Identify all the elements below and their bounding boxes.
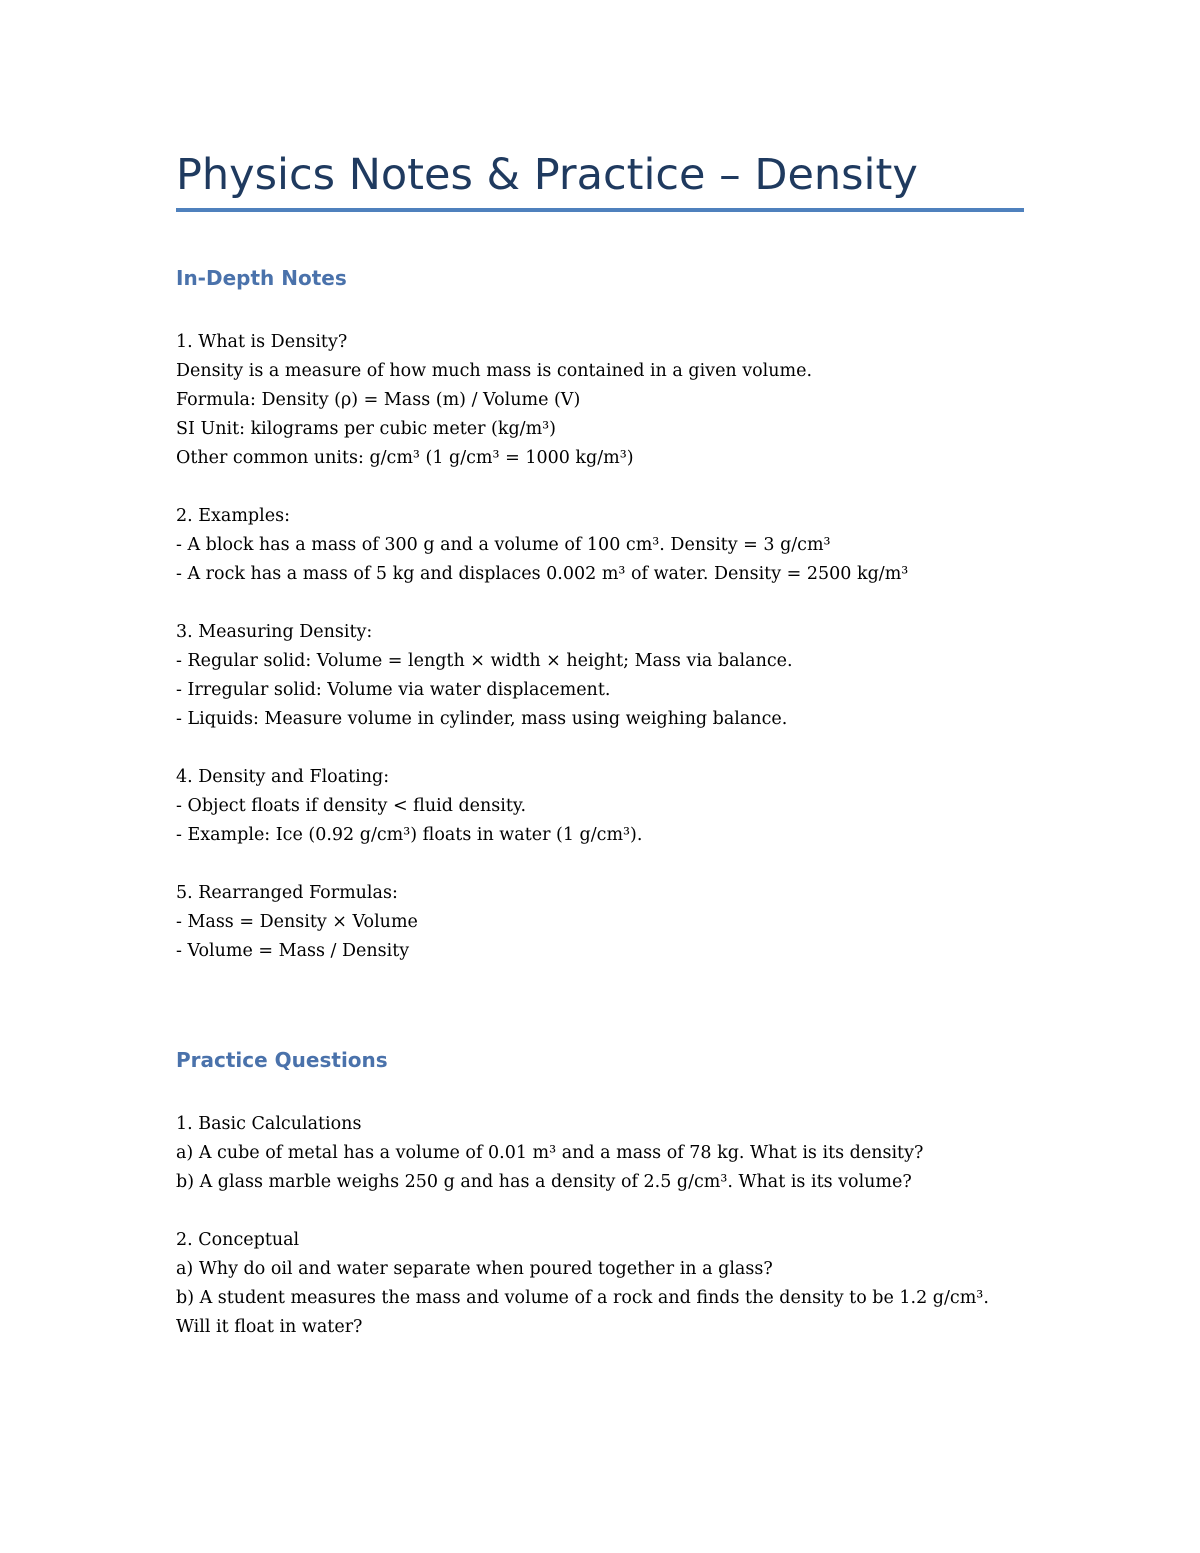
section-title: 4. Density and Floating: — [176, 767, 390, 787]
text-line: - Object floats if density < fluid density. — [176, 796, 527, 816]
section-title: 1. Basic Calculations — [176, 1114, 362, 1134]
text-line: Formula: Density (ρ) = Mass (m) / Volume (V) — [176, 390, 581, 410]
question-line: b) A student measures the mass and volume of a rock and finds the density to be 1.2 g/cm³. — [176, 1288, 989, 1308]
question-line: a) A cube of metal has a volume of 0.01 m³ and a mass of 78 kg. What is its density? — [176, 1143, 924, 1163]
text-line: - A rock has a mass of 5 kg and displaces 0.002 m³ of water. Density = 2500 kg/m³ — [176, 564, 909, 584]
practice-section-basic-calculations — [176, 1110, 1036, 1197]
section-title: 2. Examples: — [176, 506, 290, 526]
notes-section-density-and-floating — [176, 763, 1036, 850]
question-line: a) Why do oil and water separate when poured together in a glass? — [176, 1259, 773, 1279]
text-line: - Volume = Mass / Density — [176, 941, 410, 961]
notes-heading: In-Depth Notes — [176, 266, 347, 290]
practice-heading: Practice Questions — [176, 1048, 388, 1072]
text-line: Density is a measure of how much mass is contained in a given volume. — [176, 361, 813, 381]
question-line: Will it float in water? — [176, 1317, 363, 1337]
section-title: 3. Measuring Density: — [176, 622, 373, 642]
text-line: - Regular solid: Volume = length × width × height; Mass via balance. — [176, 651, 793, 671]
title-underline — [176, 208, 1024, 212]
page-title: Physics Notes & Practice – Density — [176, 150, 918, 200]
text-line: - Mass = Density × Volume — [176, 912, 418, 932]
text-line: - Liquids: Measure volume in cylinder, mass using weighing balance. — [176, 709, 788, 729]
section-title: 2. Conceptual — [176, 1230, 300, 1250]
section-title: 5. Rearranged Formulas: — [176, 883, 398, 903]
practice-section-conceptual — [176, 1226, 1036, 1342]
text-line: SI Unit: kilograms per cubic meter (kg/m³) — [176, 419, 557, 439]
text-line: - Example: Ice (0.92 g/cm³) floats in water (1 g/cm³). — [176, 825, 643, 845]
question-line: b) A glass marble weighs 250 g and has a density of 2.5 g/cm³. What is its volume? — [176, 1172, 912, 1192]
section-title: 1. What is Density? — [176, 332, 348, 352]
notes-section-measuring-density — [176, 618, 1036, 734]
notes-section-examples — [176, 502, 1036, 589]
text-line: - A block has a mass of 300 g and a volume of 100 cm³. Density = 3 g/cm³ — [176, 535, 831, 555]
notes-section-rearranged-formulas — [176, 879, 1036, 966]
text-line: Other common units: g/cm³ (1 g/cm³ = 1000 kg/m³) — [176, 448, 634, 468]
text-line: - Irregular solid: Volume via water displacement. — [176, 680, 611, 700]
notes-section-what-is-density — [176, 328, 1036, 473]
